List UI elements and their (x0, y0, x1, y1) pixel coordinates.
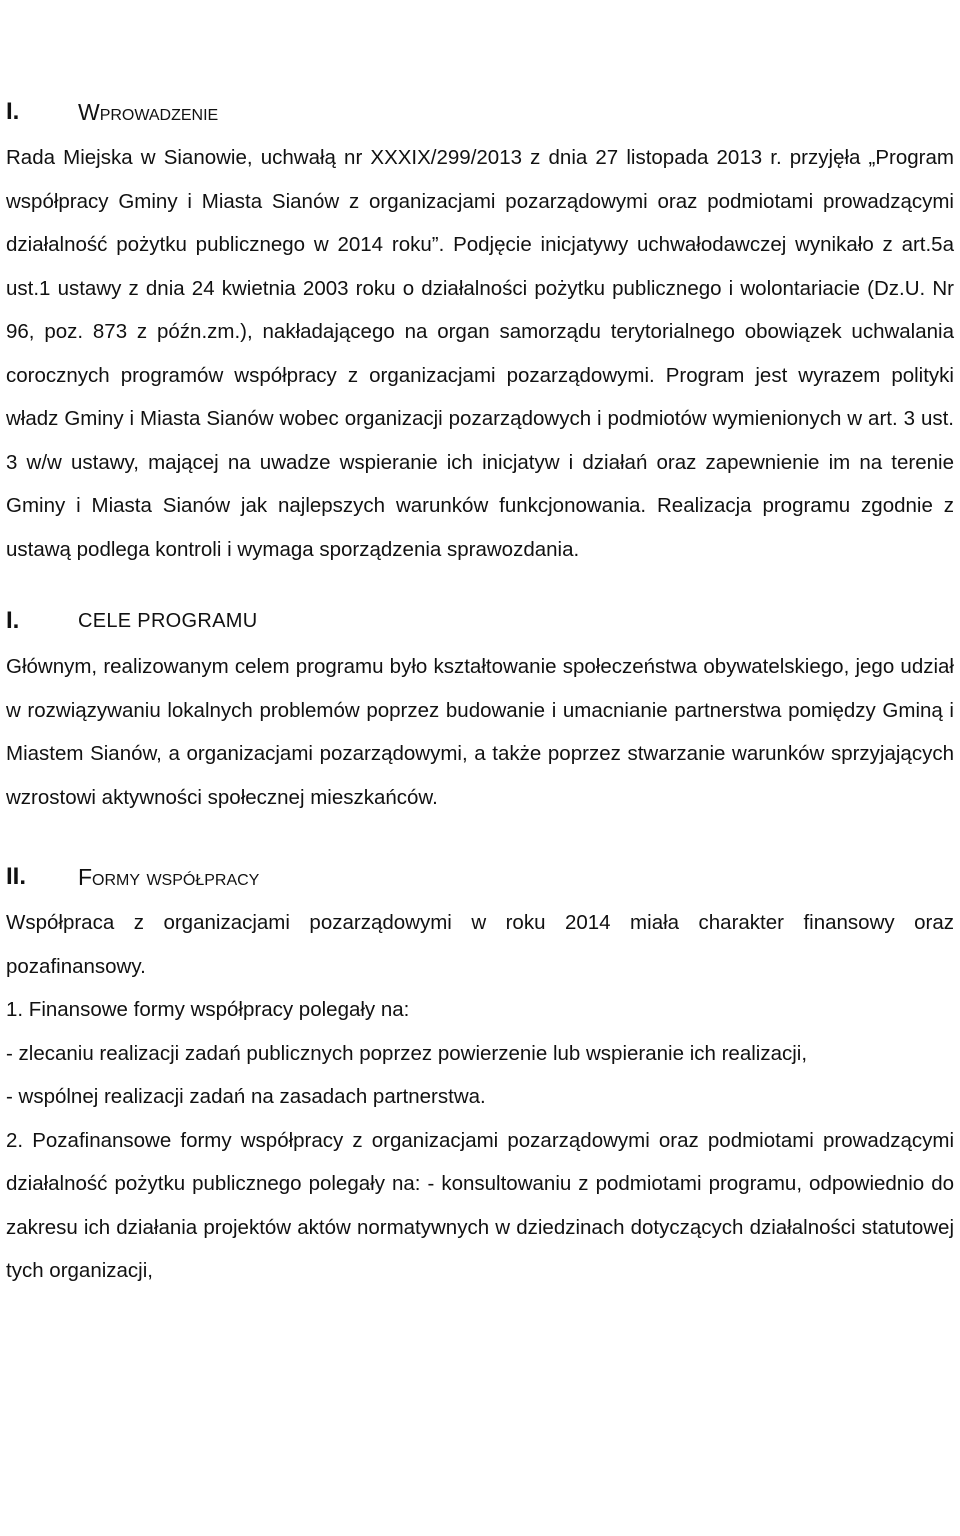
list-item: - wspólnej realizacji zadań na zasadach partnerstwa. (6, 1085, 486, 1108)
section-heading-cooperation-forms (6, 853, 954, 901)
non-financial-forms-paragraph: 2. Pozafinansowe formy współpracy z organizacjami pozarządowymi oraz podmiotami prowadzącymi działalność pożytku publicznego polegały na: - konsultowaniu z podmiotami programu, odpowiednio do zakresu ich działania projektów aktów normatywnych w dziedzinach dotyczących działalności statutowej tych organizacji, (6, 1128, 954, 1282)
section-heading-introduction (6, 88, 954, 136)
section-title: CELE PROGRAMU (78, 609, 258, 632)
section-number: I. (6, 98, 20, 125)
program-goals-paragraph: Głównym, realizowanym celem programu było kształtowanie społeczeństwa obywatelskiego, jego udział w rozwiązywaniu lokalnych problemów poprzez budowanie i umacnianie partnerstwa pomiędzy Gminą i Miastem Sianów, a organizacjami pozarządowymi, a także poprzez stwarzanie warunków sprzyjających wzrostowi aktywności społecznej mieszkańców. (6, 655, 954, 809)
introduction-paragraph: Rada Miejska w Sianowie, uchwałą nr XXXIX/299/2013 z dnia 27 listopada 2013 r. przyjęła „Program współpracy Gminy i Miasta Sianów z organizacjami pozarządowymi oraz podmiotami prowadzącymi działalność pożytku publicznego w 2014 roku”. Podjęcie inicjatywy uchwałodawczej wynikało z art.5a ust.1 ustawy z dnia 24 kwietnia 2003 roku o działalności pożytku publicznego i wolontariacie (Dz.U. Nr 96, poz. 873 z późn.zm.), nakładającego na organ samorządu terytorialnego obowiązek uchwalania corocznych programów współpracy z organizacjami pozarządowymi. Program jest wyrazem polityki władz Gminy i Miasta Sianów wobec organizacji pozarządowych i podmiotów wymienionych w art. 3 ust. 3 w/w ustawy, mającej na uwadze wspieranie ich inicjatyw i działań oraz zapewnienie im na terenie Gminy i Miasta Sianów jak najlepszych warunków funkcjonowania. Realizacja programu zgodnie z ustawą podlega kontroli i wymaga sporządzenia sprawozdania. (6, 146, 954, 561)
financial-forms-heading: 1. Finansowe formy współpracy polegały na: (6, 998, 410, 1021)
section-number: I. (6, 607, 20, 634)
section-heading-program-goals (6, 597, 954, 645)
cooperation-forms-intro: Współpraca z organizacjami pozarządowymi w roku 2014 miała charakter finansowy oraz pozafinansowy. (6, 911, 954, 978)
section-title: Wprowadzenie (78, 98, 219, 125)
document-page (6, 88, 954, 1293)
section-number: II. (6, 863, 27, 890)
list-item: - zlecaniu realizacji zadań publicznych poprzez powierzenie lub wspieranie ich realizacji, (6, 1041, 808, 1065)
section-title: Formy współpracy (78, 863, 260, 890)
